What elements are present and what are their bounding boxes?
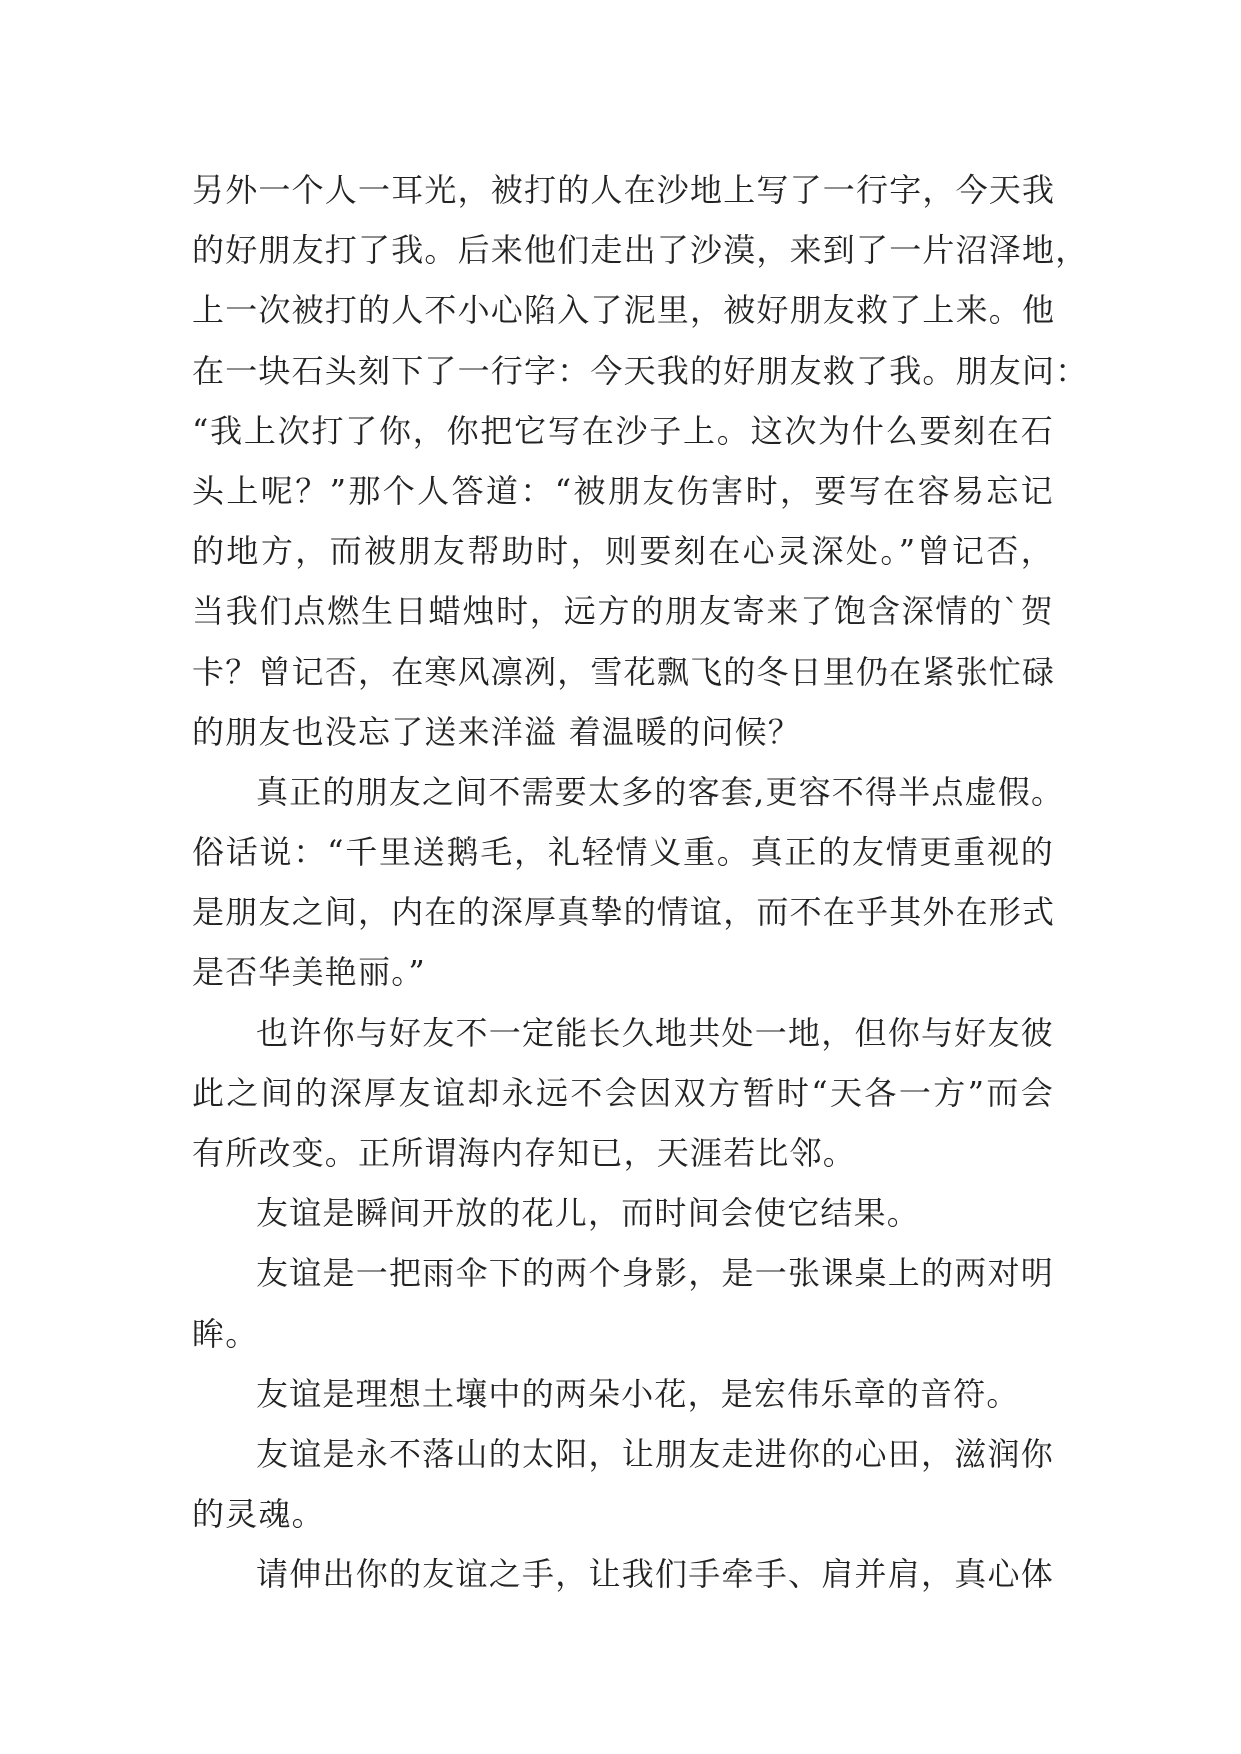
text-line: 的灵魂。: [192, 1495, 325, 1534]
text-line: 此之间的深厚友谊却永远不会因双方暂时“天各一方”而会: [192, 1073, 1054, 1112]
text-line: 是否华美艳丽。”: [192, 953, 426, 992]
text-line: 是朋友之间，内在的深厚真挚的情谊，而不在乎其外在形式: [192, 893, 1056, 932]
text-line: 友谊是一把雨伞下的两个身影，是一张课桌上的两对明: [256, 1254, 1054, 1293]
text-line: 另外一个人一耳光，被打的人在沙地上写了一行字，今天我: [192, 171, 1056, 209]
text-line: 眸。: [192, 1314, 259, 1353]
text-line: 也许你与好友不一定能长久地共处一地，但你与好友彼: [256, 1013, 1054, 1052]
text-line: 卡？曾记否，在寒风凛冽，雪花飘飞的冬日里仍在紧张忙碌: [192, 652, 1056, 691]
text-line: 请伸出你的友谊之手，让我们手牵手、肩并肩，真心体: [256, 1555, 1054, 1594]
text-line: 友谊是理想土壤中的两朵小花，是宏伟乐章的音符。: [256, 1374, 1020, 1413]
text-line: 的地方，而被朋友帮助时，则要刻在心灵深处。”曾记否，: [192, 532, 1054, 571]
text-line: 有所改变。正所谓海内存知已，天涯若比邻。: [192, 1134, 857, 1172]
text-line: 友谊是永不落山的太阳，让朋友走进你的心田，滋润你: [256, 1434, 1054, 1473]
text-line: 的朋友也没忘了送来洋溢 着温暖的问候？: [192, 712, 801, 751]
text-line: “我上次打了你，你把它写在沙子上。这次为什么要刻在石: [192, 411, 1054, 450]
text-line: 上一次被打的人不小心陷入了泥里，被好朋友救了上来。他: [192, 291, 1056, 330]
text-line: 在一块石头刻下了一行字：今天我的好朋友救了我。朋友问：: [192, 351, 1089, 390]
document-body: [192, 160, 1089, 1605]
text-line: 当我们点燃生日蜡烛时，远方的朋友寄来了饱含深情的`贺: [192, 592, 1054, 631]
text-line: 友谊是瞬间开放的花儿，而时间会使它结果。: [256, 1194, 921, 1233]
text-line: 头上呢？”那个人答道：“被朋友伤害时，要写在容易忘记: [192, 471, 1054, 510]
text-line: 真正的朋友之间不需要太多的客套,更容不得半点虚假。: [256, 772, 1065, 811]
text-line: 俗话说：“千里送鹅毛，礼轻情义重。真正的友情更重视的: [192, 833, 1054, 872]
text-line: 的好朋友打了我。后来他们走出了沙漠，来到了一片沼泽地，: [192, 231, 1089, 270]
